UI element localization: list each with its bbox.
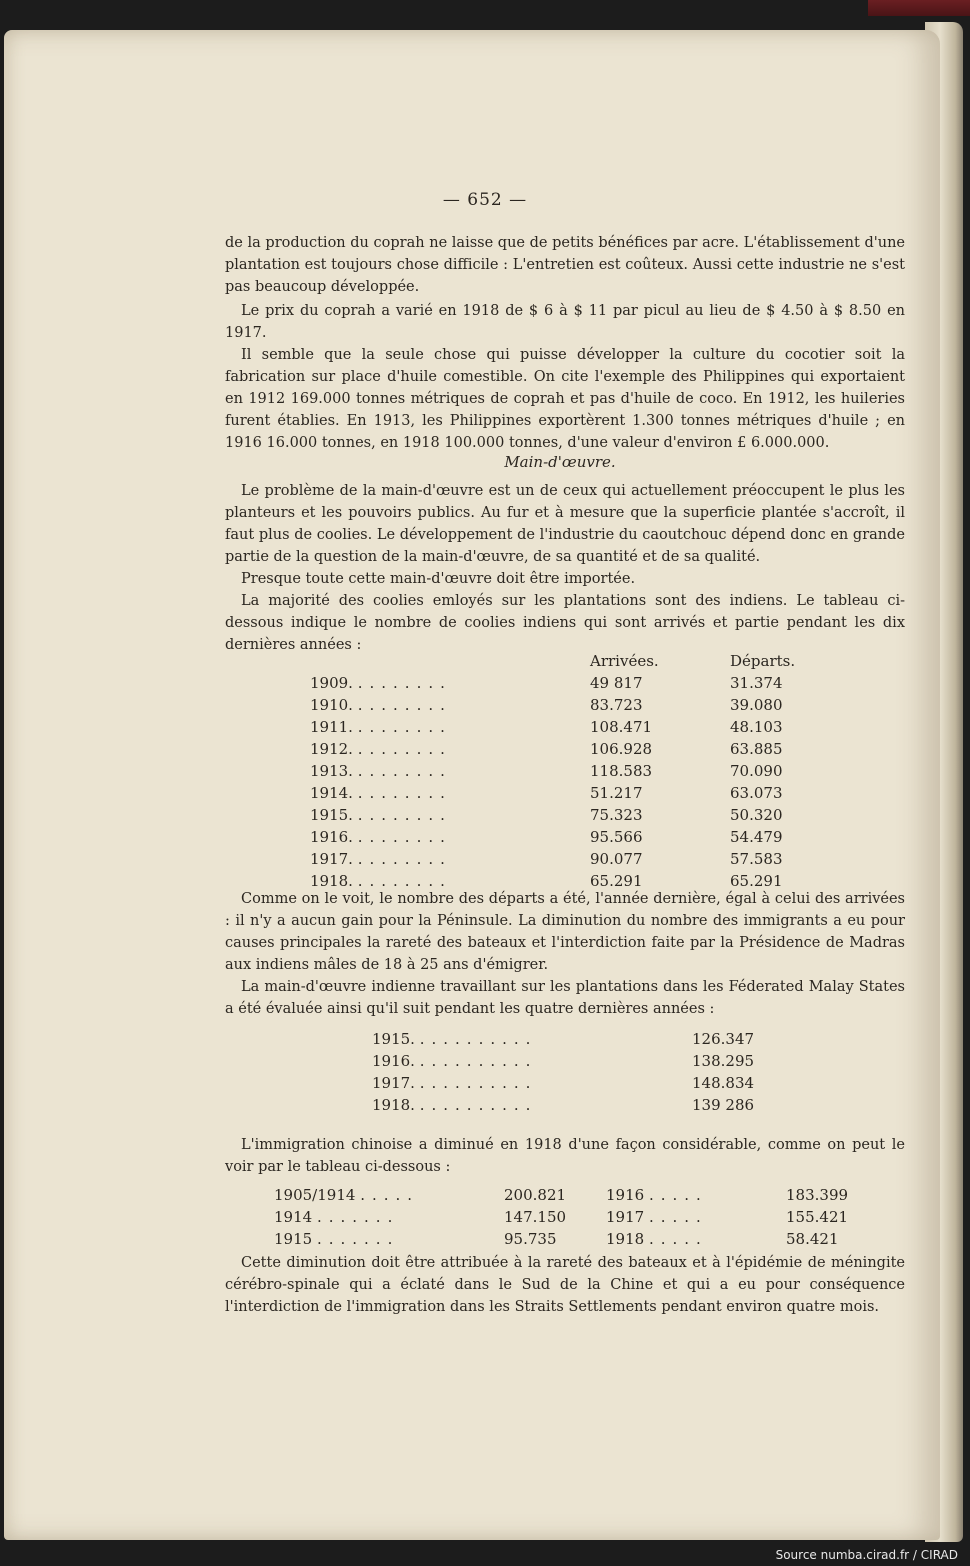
leader-dots: ....... [316,1230,400,1248]
header-departs: Départs. [730,652,796,670]
row-year: 1918 [606,1230,645,1248]
paragraph-1: de la production du coprah ne laisse que de petits bénéfices par acre. L'établissement d'une plantation est toujours chose difficile : L'entretien est coûteux. Aussi cette industrie ne s'est pas beaucoup développée. [225,235,905,295]
leader-dots: .......... [419,1052,538,1070]
table-row [310,848,830,870]
paragraph-2: Le prix du coprah a varié en 1918 de $ 6 à $ 11 par picul au lieu de $ 4.50 à $ 8.50 en 1917. [225,303,905,341]
leader-dots: ........ [357,828,452,846]
leader-dots: ........ [357,696,452,714]
row-year: 1915. [310,806,353,824]
paragraph-coprah [225,232,905,454]
table-indian-coolies [310,650,830,892]
paragraph-5: Presque toute cette main-d'œuvre doit être importée. [241,571,636,587]
table-row [310,826,830,848]
row-year: 1918. [310,872,353,890]
table-row [310,804,830,826]
row-arrivals: 108.471 [590,718,653,736]
leader-dots: ........ [357,740,452,758]
row-year: 1917. [372,1074,415,1092]
row-year: 1918. [372,1096,415,1114]
row-arrivals: 51.217 [590,784,643,802]
table-row [310,782,830,804]
table-row [310,760,830,782]
row-arrivals: 49 817 [590,674,643,692]
paragraph-conclusion [225,1252,905,1318]
row-value: 155.421 [786,1208,849,1226]
row-year: 1913. [310,762,353,780]
table-row [372,1094,754,1116]
row-year: 1912. [310,740,353,758]
paragraph-7: Comme on le voit, le nombre des départs a été, l'année dernière, égal à celui des arrivées : il n'y a aucun gain pour la Péninsule. La diminution du nombre des immigrants a eu pour causes principales la rareté des bateaux et l'interdiction faite par la Présidence de Madras aux indiens mâles de 18 à 25 ans d'émigrer. [225,891,905,973]
row-year: 1910. [310,696,353,714]
table-fms-labour [372,1028,754,1116]
row-year: 1917 [606,1208,645,1226]
header-arrivees: Arrivées. [590,652,659,670]
leader-dots: ..... [648,1230,708,1248]
table-chinese-immigration [274,1184,848,1250]
table-header-row [310,650,830,672]
table-row [310,738,830,760]
row-value: 95.735 [504,1230,557,1248]
leader-dots: ........ [357,762,452,780]
leader-dots: ..... [648,1208,708,1226]
row-departures: 54.479 [730,828,783,846]
table-row [372,1050,754,1072]
row-year: 1916. [310,828,353,846]
leader-dots: ........ [357,718,452,736]
paragraph-10: Cette diminution doit être attribuée à la rareté des bateaux et à l'épidémie de méningite cérébro-spinale qui a éclaté dans le Sud de la Chine et qui a eu pour conséquence l'interdiction de l'immigration dans les Straits Settlements pendant environ quatre mois. [225,1255,905,1315]
section-title: Main-d'œuvre. [504,453,616,471]
row-year: 1917. [310,850,353,868]
row-year: 1916 [606,1186,645,1204]
table-row [274,1206,848,1228]
leader-dots: ........ [357,872,452,890]
row-year: 1914. [310,784,353,802]
leader-dots: ........ [357,674,452,692]
leader-dots: .......... [419,1074,538,1092]
row-year: 1905/1914 [274,1186,356,1204]
row-value: 183.399 [786,1186,849,1204]
table-row [372,1072,754,1094]
row-year: 1914 [274,1208,313,1226]
table-row [310,672,830,694]
paragraph-4: Le problème de la main-d'œuvre est un de ceux qui actuellement préoccupent le plus les planteurs et les pouvoirs publics. Au fur et à mesure que la superficie plantée s'accroît, il faut plus de coolies. Le développement de l'industrie du caoutchouc dépend donc en grande partie de la question de la main-d'œuvre, de sa quantité et de sa qualité. [225,483,905,565]
row-arrivals: 95.566 [590,828,643,846]
leader-dots: ..... [648,1186,708,1204]
leader-dots: ........ [357,806,452,824]
row-year: 1916. [372,1052,415,1070]
row-departures: 65.291 [730,872,783,890]
leader-dots: ..... [360,1186,420,1204]
paragraph-8: La main-d'œuvre indienne travaillant sur les plantations dans les Féderated Malay States a été évaluée ainsi qu'il suit pendant les quatre dernières années : [225,979,905,1017]
paragraph-main-doeuvre [225,480,905,656]
row-arrivals: 65.291 [590,872,643,890]
row-arrivals: 118.583 [590,762,653,780]
leader-dots: ........ [357,850,452,868]
row-value: 200.821 [504,1186,567,1204]
table-row [310,694,830,716]
paragraph-departures [225,888,905,1020]
row-departures: 70.090 [730,762,783,780]
row-departures: 48.103 [730,718,783,736]
row-year: 1911. [310,718,353,736]
table-row [274,1184,848,1206]
table-row [372,1028,754,1050]
row-value: 139 286 [692,1096,755,1114]
paragraph-9: L'immigration chinoise a diminué en 1918 d'une façon considérable, comme on peut le voir par le tableau ci-dessous : [225,1137,905,1175]
paragraph-3: Il semble que la seule chose qui puisse développer la culture du cocotier soit la fabrication sur place d'huile comestible. On cite l'exemple des Philippines qui exportaient en 1912 169.000 tonnes métriques de coprah et pas d'huile de coco. En 1912, les huileries furent établies. En 1913, les Philippines exportèrent 1.300 tonnes métriques d'huile ; en 1916 16.000 tonnes, en 1918 100.000 tonnes, d'une valeur d'environ £ 6.000.000. [225,347,905,451]
row-year: 1915 [274,1230,313,1248]
row-departures: 31.374 [730,674,783,692]
leader-dots: ........ [357,784,452,802]
row-departures: 50.320 [730,806,783,824]
row-departures: 63.885 [730,740,783,758]
row-value: 148.834 [692,1074,755,1092]
paragraph-6: La majorité des coolies emloyés sur les plantations sont des indiens. Le tableau ci-dessous indique le nombre de coolies indiens qui sont arrivés et partie pendant les dix dernières années : [225,593,905,653]
leader-dots: .......... [419,1096,538,1114]
row-departures: 39.080 [730,696,783,714]
row-arrivals: 90.077 [590,850,643,868]
row-departures: 57.583 [730,850,783,868]
row-value: 126.347 [692,1030,755,1048]
leader-dots: ....... [316,1208,400,1226]
source-credit: Source numba.cirad.fr / CIRAD [775,1548,958,1562]
row-arrivals: 106.928 [590,740,653,758]
row-value: 138.295 [692,1052,755,1070]
row-value: 58.421 [786,1230,839,1248]
row-year: 1909. [310,674,353,692]
row-year: 1915. [372,1030,415,1048]
table-row [310,716,830,738]
leader-dots: .......... [419,1030,538,1048]
row-arrivals: 75.323 [590,806,643,824]
book-cover-edge [868,0,970,16]
table-row [274,1228,848,1250]
page-number: — 652 — [442,190,528,210]
row-value: 147.150 [504,1208,567,1226]
paragraph-chinese-immigration [225,1134,905,1178]
row-departures: 63.073 [730,784,783,802]
row-arrivals: 83.723 [590,696,643,714]
